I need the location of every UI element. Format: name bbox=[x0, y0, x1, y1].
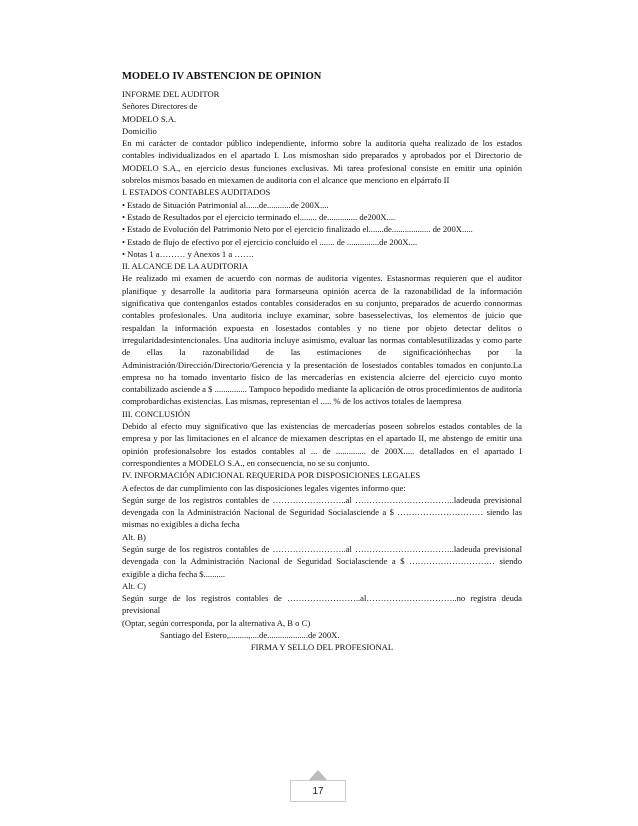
alternative-c: Según surge de los registros contables de ……………………..al…………………………..no registra deuda previsional bbox=[122, 593, 522, 616]
intro-paragraph: En mi carácter de contador público independiente, informo sobre la auditoria queha realizado de los estados contables individualizados en el apartado I. Los mismoshan sido preparados y aprobados por el Directorio de MODELO S.A., en ejercicio desus funciones exclusivas. Mi tarea profesional consiste en emitir una opinión sobrelos mismos basado en miexamen de auditoria con el alcance que menciono en elpárrafo II bbox=[122, 138, 522, 186]
signature-line: FIRMA Y SELLO DEL PROFESIONAL bbox=[250, 642, 394, 653]
conclusion-paragraph: Debido al efecto muy significativo que las existencias de mercaderías poseen sobrelos estados contables de la empresa y por las limitaciones en el alcance de miexamen descriptas en el apartado II, me abstengo de emitir una opinión profesionalsobre los estados contables al ... de .............. de 200X..... detallados en el apartado I correspondientes a MODELO S.A., en consecuencia, no se su conjunto. bbox=[122, 421, 522, 468]
alternative-c-label: Alt. C) bbox=[122, 580, 146, 591]
section-heading: II. ALCANCE DE LA AUDITORIA bbox=[122, 261, 249, 272]
header-line: Domicilio bbox=[122, 125, 157, 136]
list-item: • Estado de Resultados por el ejercicio terminado el........ de.............. de200X.... bbox=[122, 211, 396, 222]
section-heading: IV. INFORMACIÓN ADICIONAL REQUERIDA POR DISPOSICIONES LEGALES bbox=[122, 470, 421, 481]
page-number: 17 bbox=[290, 780, 346, 802]
legal-intro: A efectos de dar cumplimiento con las disposiciones legales vigentes informo que: bbox=[122, 482, 406, 493]
document-page bbox=[122, 70, 522, 654]
page-tab-icon bbox=[309, 770, 327, 780]
alternative-b-label: Alt. B) bbox=[122, 531, 146, 542]
option-note: (Optar, según corresponda, por la alternativa A, B o C) bbox=[122, 617, 311, 628]
list-item: • Notas 1 a……… y Anexos 1 a ……. bbox=[122, 248, 254, 259]
header-line: Señores Directores de bbox=[122, 101, 198, 112]
section-heading: III. CONCLUSIÓN bbox=[122, 408, 191, 419]
alternative-b: Según surge de los registros contables de ……………………..al ……………………………..ladeuda previsional devengada con la Administración Nacional de Seguridad Socialasciende a $ ………………………… siendo exigible a dicha fecha $.......... bbox=[122, 543, 522, 579]
scope-paragraph: He realizado mi examen de acuerdo con normas de auditoria vigentes. Estasnormas requieren que el auditor planifique y desarrolle la auditoria para formarseuna opinión acerca de la razonabilidad de la información significativa que contenganlos estados contables considerados en su conjunto, preparados de acuerdo connormas contables profesionales. Una auditoria incluye examinar, sobre basesselectivas, los elementos de juicio que respaldan la información expuesta en losestados contables y no tiene por objeto detectar delitos o irregularidadesintencionales. Una auditoria incluye asimismo, evaluar las normas contablesutilizadas y como parte de ellas la razonabilidad de las estimaciones de significaciónhechas por la Administración/Dirección/Directorio/Gerencia y la presentación de losestados contables tomados en conjunto.La empresa no ha tomado inventario físico de las mercaderías en existencia alcierre del ejercicio cuyo monto contabilizado asciende a $ ............... Tampoco hepodido mediante la aplicación de otros procedimientos de auditoría comprobardichas existencias. Las mismas, representan el ..... % de los activos totales de laempresa bbox=[122, 273, 522, 407]
section-heading: I. ESTADOS CONTABLES AUDITADOS bbox=[122, 187, 271, 198]
list-item: • Estado de flujo de efectivo por el ejercicio concluido el ....... de ...............de 200X.... bbox=[122, 236, 418, 247]
header-line: MODELO S.A. bbox=[122, 113, 177, 124]
place-date: Santiago del Estero,.........,....de...................de 200X. bbox=[160, 630, 340, 641]
list-item: • Estado de Evolución del Patrimonio Neto por el ejercicio finalizado el.......de.................. de 200X..... bbox=[122, 224, 473, 235]
document-title: MODELO IV ABSTENCION DE OPINION bbox=[122, 71, 322, 82]
header-line: INFORME DEL AUDITOR bbox=[122, 89, 220, 99]
alternative-a: Según surge de los registros contables de ……………………..al ……………………………..ladeuda previsional devengada con la Administración Nacional de Seguridad Socialasciende a $ ………………………… siendo las mismas no exigibles a dicha fecha bbox=[122, 494, 522, 530]
list-item: • Estado de Situación Patrimonial al......de...........de 200X.... bbox=[122, 199, 329, 210]
